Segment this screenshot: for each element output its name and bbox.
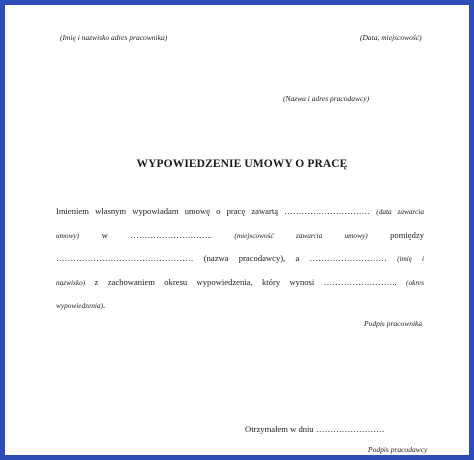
document-body <box>56 200 424 318</box>
body-text: z zachowaniem okresu wypowiedzenia, który wynosi …………………….. <box>85 276 407 287</box>
employee-signature-label: Podpis pracownika <box>364 319 423 328</box>
body-hint: (imię i <box>397 254 424 264</box>
body-text: Imieniem własnym wypowiadam umowę o pracę zawartą ………………………… <box>56 206 377 216</box>
body-text: ………………………………………… (nazwa pracodawcy), a ……………………… <box>56 253 398 264</box>
body-line-2 <box>56 224 424 248</box>
body-hint: umowy) <box>56 230 80 240</box>
body-hint: nazwisko) <box>56 277 86 287</box>
employee-name-address-label: (Imię i nazwisko adres pracownika) <box>60 33 168 42</box>
document-title: WYPOWIEDZENIE UMOWY O PRACĘ <box>136 158 348 170</box>
received-date-field: Otrzymałem w dniu …………………… <box>245 424 385 434</box>
body-line-3 <box>56 247 424 271</box>
document-page <box>10 10 474 460</box>
body-text: pomiędzy <box>367 229 424 240</box>
body-line-1 <box>56 200 424 224</box>
body-hint: (miejscowość zawarcia umowy) <box>234 230 368 240</box>
employer-name-address-label: (Nazwa i adres pracodawcy) <box>283 94 370 103</box>
date-place-label: (Data, miejscowość) <box>360 33 422 42</box>
body-hint: wypowiedzenia) <box>56 301 104 311</box>
body-hint: (data zawarcia <box>376 207 424 216</box>
body-line-5 <box>56 294 424 318</box>
body-text: w ……………………….. <box>79 229 235 240</box>
body-line-4 <box>56 271 424 295</box>
body-hint: (okres <box>406 277 424 287</box>
employer-signature-label: Podpis pracodawcy <box>368 445 428 454</box>
body-text: . <box>103 300 106 311</box>
